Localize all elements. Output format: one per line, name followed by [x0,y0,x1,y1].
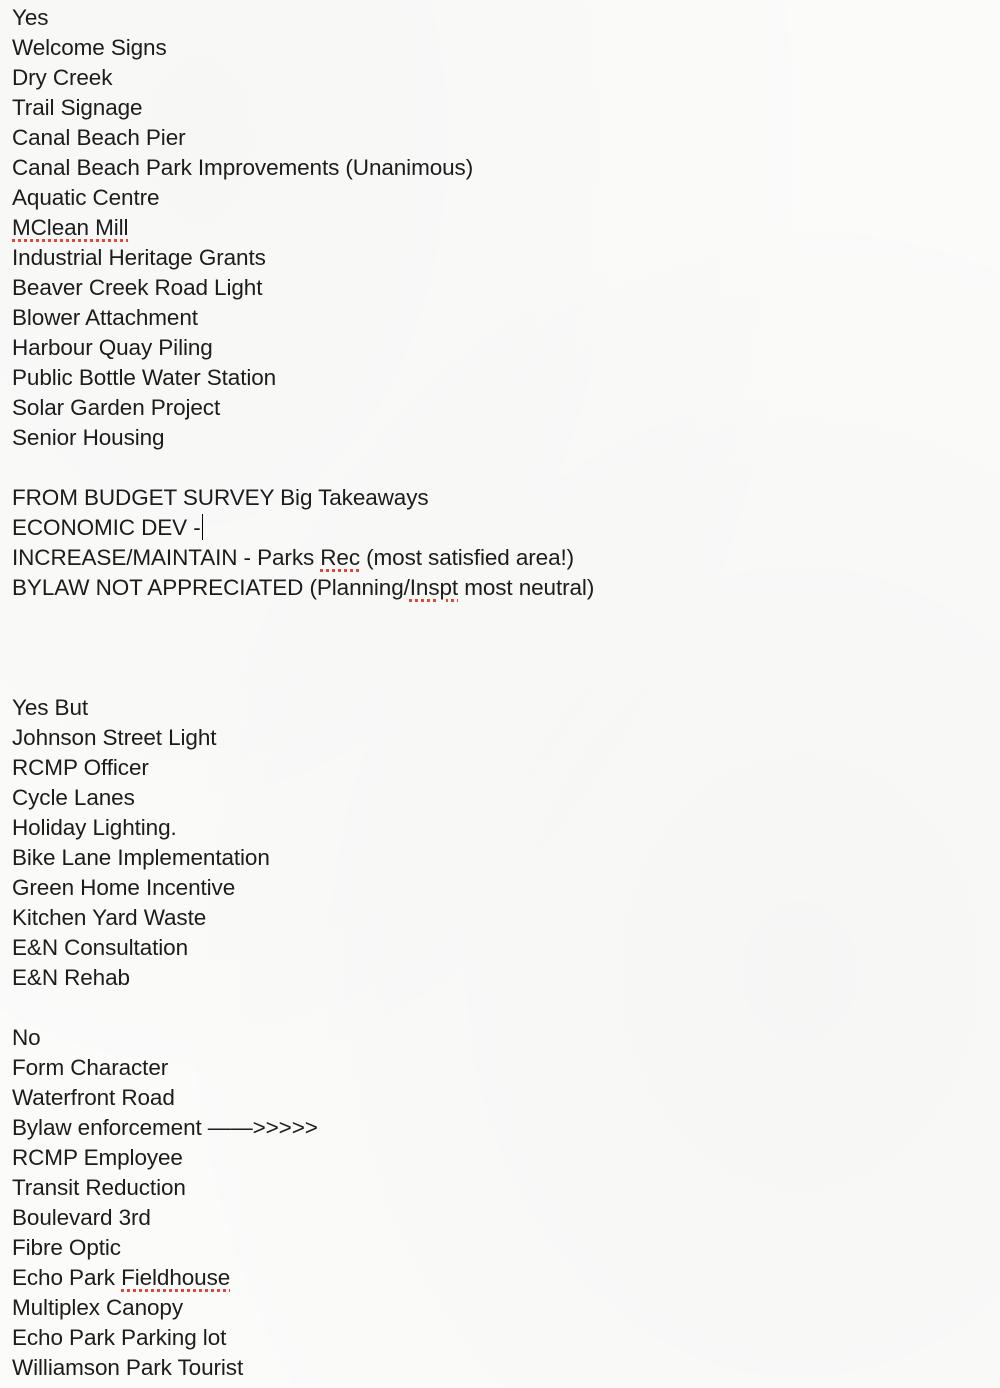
survey-line-text: BYLAW NOT APPRECIATED (Planning/ [12,575,410,600]
list-item: Senior Housing [12,425,165,450]
list-item: Johnson Street Light [12,725,217,750]
list-item: Form Character [12,1055,169,1080]
text-cursor [202,514,204,540]
survey-line [12,513,992,543]
list-item: Harbour Quay Piling [12,335,213,360]
list-item: Waterfront Road [12,1085,175,1110]
list-item: Canal Beach Pier [12,125,186,150]
survey-line [12,573,992,603]
list-item: Trail Signage [12,95,143,120]
misspelled-word[interactable]: Rec [320,545,360,570]
yes-but-heading: Yes But [12,695,89,720]
list-item: Public Bottle Water Station [12,365,277,390]
list-item: Industrial Heritage Grants [12,245,266,270]
survey-line-text: most neutral) [458,575,595,600]
list-item: Kitchen Yard Waste [12,905,207,930]
list-item: E&N Consultation [12,935,188,960]
survey-line [12,543,992,573]
list-item: Boulevard 3rd [12,1205,151,1230]
list-item: Welcome Signs [12,35,167,60]
list-item [12,213,992,243]
list-item: Dry Creek [12,65,113,90]
list-item: Beaver Creek Road Light [12,275,263,300]
text-editor-body[interactable] [12,3,992,1383]
survey-line-text: INCREASE/MAINTAIN - Parks [12,545,321,570]
list-item: Aquatic Centre [12,185,160,210]
misspelled-word[interactable]: Fieldhouse [121,1265,231,1290]
list-item: Holiday Lighting. [12,815,177,840]
list-item: Canal Beach Park Improvements (Unanimous) [12,155,474,180]
list-item: Echo Park Parking lot [12,1325,227,1350]
list-item: Bike Lane Implementation [12,845,270,870]
blank-lines [12,603,992,693]
misspelled-word[interactable]: Inspt [409,575,459,600]
no-heading: No [12,1025,41,1050]
list-item: Green Home Incentive [12,875,236,900]
list-item-text: Echo Park [12,1265,122,1290]
blank-line [12,993,992,1023]
list-item: Williamson Park Tourist [12,1355,244,1380]
list-item: Fibre Optic [12,1235,121,1260]
survey-line-text: ECONOMIC DEV - [12,515,201,540]
list-item: Solar Garden Project [12,395,221,420]
survey-line-text: (most satisfied area!) [360,545,575,570]
list-item: Blower Attachment [12,305,198,330]
list-item: RCMP Officer [12,755,149,780]
yes-heading: Yes [12,5,49,30]
survey-heading: FROM BUDGET SURVEY Big Takeaways [12,485,429,510]
list-item: Transit Reduction [12,1175,186,1200]
list-item: Bylaw enforcement ——>>>>> [12,1115,318,1140]
list-item [12,1263,992,1293]
list-item: Multiplex Canopy [12,1295,183,1320]
list-item: RCMP Employee [12,1145,183,1170]
blank-line [12,453,992,483]
list-item: Cycle Lanes [12,785,135,810]
list-item: E&N Rehab [12,965,130,990]
misspelled-word[interactable]: MClean Mill [12,215,129,240]
